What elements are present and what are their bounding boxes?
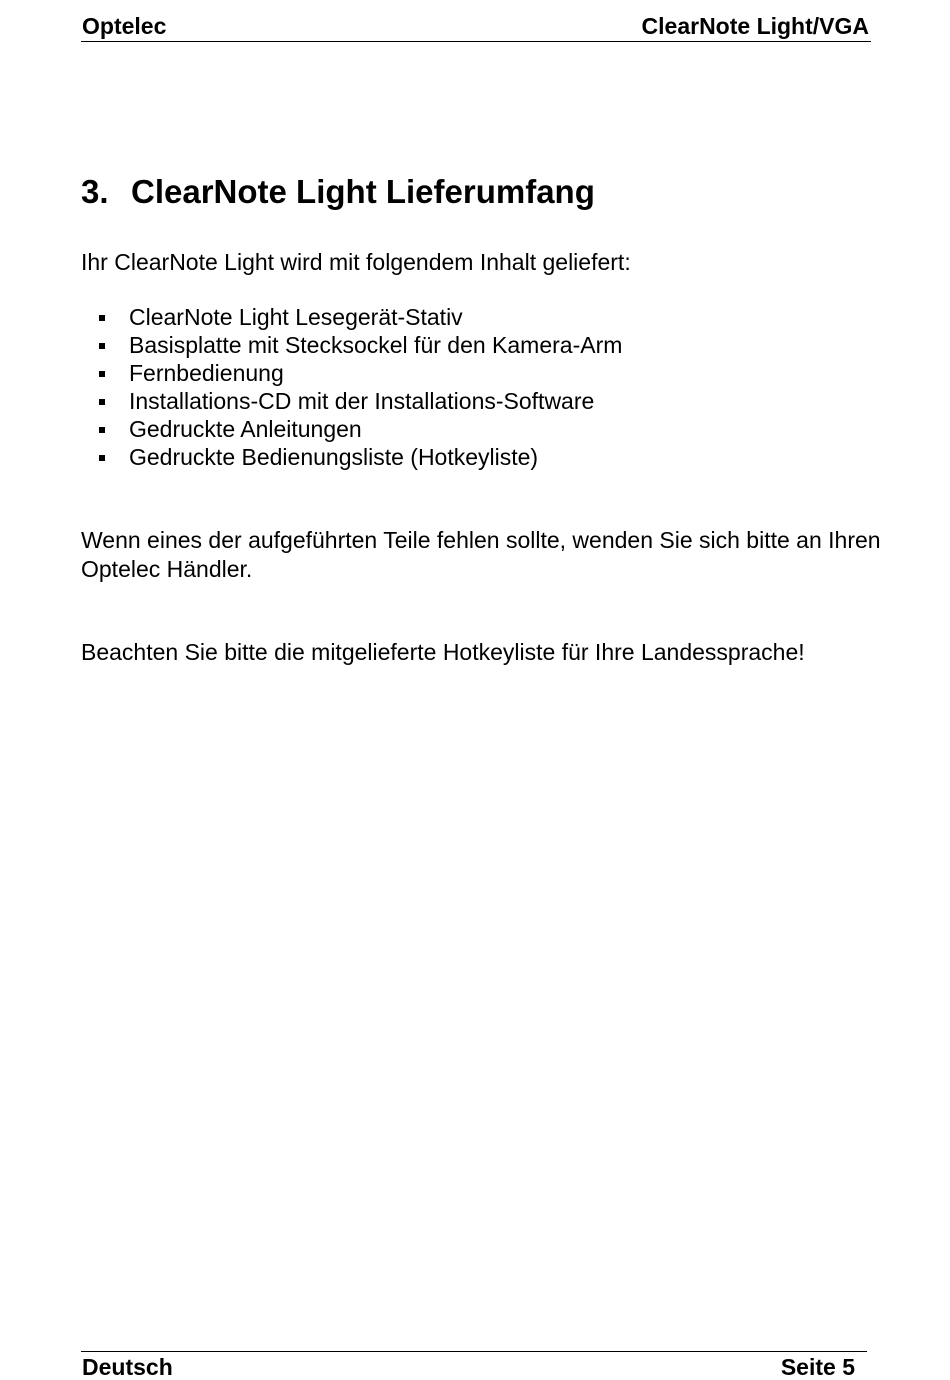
list-item-text: Installations-CD mit der Installations-Software (129, 388, 595, 414)
header-product: ClearNote Light/VGA (641, 13, 869, 39)
list-item-text: Gedruckte Bedienungsliste (Hotkeyliste) (129, 444, 539, 470)
intro-text: Ihr ClearNote Light wird mit folgendem Inhalt geliefert: (81, 249, 631, 275)
bullet-icon (99, 343, 105, 349)
list-item-text: ClearNote Light Lesegerät-Stativ (129, 304, 463, 330)
bullet-icon (99, 455, 105, 461)
list-item (81, 415, 622, 443)
list-item (81, 387, 622, 415)
list-item-text: Basisplatte mit Stecksockel für den Kamera-Arm (129, 332, 623, 358)
section-title: ClearNote Light Lieferumfang (131, 173, 595, 210)
list-item (81, 443, 622, 471)
bullet-icon (99, 315, 105, 321)
footer-language: Deutsch (82, 1354, 173, 1380)
list-item-text: Fernbedienung (129, 360, 284, 386)
section-heading (81, 172, 595, 212)
section-number: 3. (81, 173, 109, 210)
list-item (81, 303, 622, 331)
page-footer (81, 1351, 867, 1380)
bullet-icon (99, 371, 105, 377)
missing-parts-paragraph: Wenn eines der aufgeführten Teile fehlen sollte, wenden Sie sich bitte an Ihren Optelec Händler. (81, 527, 881, 582)
list-item (81, 331, 622, 359)
list-item (81, 359, 622, 387)
header-brand: Optelec (82, 13, 167, 39)
bullet-icon (99, 427, 105, 433)
hotkey-note-paragraph: Beachten Sie bitte die mitgelieferte Hotkeyliste für Ihre Landessprache! (81, 639, 805, 665)
bullet-icon (99, 399, 105, 405)
page-header (81, 11, 871, 42)
list-item-text: Gedruckte Anleitungen (129, 416, 362, 442)
page-number: Seite 5 (780, 1354, 855, 1380)
contents-list (81, 303, 622, 471)
